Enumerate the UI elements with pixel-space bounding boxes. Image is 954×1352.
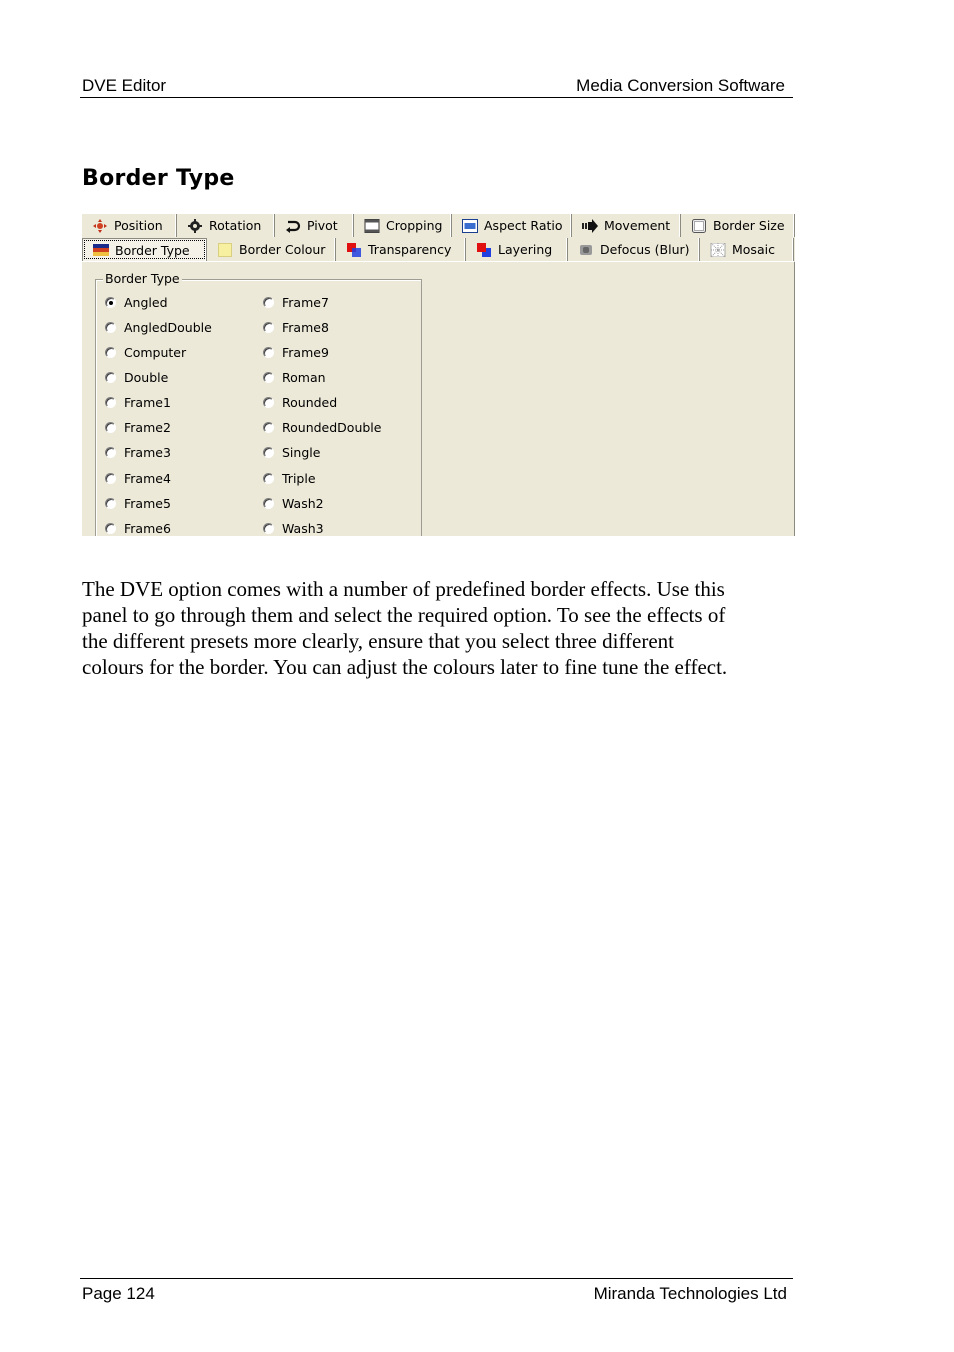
radio-rounded[interactable] <box>263 393 337 411</box>
tab-label: Movement <box>604 218 671 233</box>
radio-label: Roman <box>282 369 326 385</box>
tab-movement[interactable] <box>572 214 681 237</box>
radio-indicator <box>105 322 116 333</box>
radio-indicator <box>263 347 274 358</box>
border-type-icon <box>93 243 109 257</box>
tab-label: Pivot <box>307 218 338 233</box>
group-label: Border Type <box>105 271 180 286</box>
radio-label: Computer <box>124 344 187 360</box>
tab-row-1 <box>82 214 795 237</box>
page-number: Page 124 <box>82 1284 155 1303</box>
tab-label: Defocus (Blur) <box>600 242 690 257</box>
tab-border-size[interactable] <box>681 214 795 237</box>
header-right: Media Conversion Software <box>576 76 785 95</box>
border-type-group <box>95 271 422 536</box>
radio-single[interactable] <box>263 443 320 461</box>
radio-label: Triple <box>282 470 316 486</box>
radio-indicator <box>263 372 274 383</box>
tab-label: Border Type <box>115 242 190 258</box>
radio-indicator <box>263 422 274 433</box>
radio-frame5[interactable] <box>105 494 171 512</box>
body-paragraph <box>82 576 802 680</box>
radio-label: Frame2 <box>124 419 171 435</box>
position-icon <box>92 219 108 233</box>
radio-indicator <box>263 523 274 534</box>
radio-indicator <box>263 397 274 408</box>
radio-label: Single <box>282 444 321 460</box>
tab-cropping[interactable] <box>354 214 452 237</box>
tab-label: Cropping <box>386 218 443 233</box>
tab-aspect-ratio[interactable] <box>452 214 572 237</box>
tab-rotation[interactable] <box>177 214 275 237</box>
radio-label: Angled <box>124 294 168 310</box>
tab-position[interactable] <box>82 214 177 237</box>
body-line: panel to go through them and select the required option. To see the effects of <box>82 603 726 627</box>
radio-roundeddouble[interactable] <box>263 418 381 436</box>
radio-label: Frame5 <box>124 495 171 511</box>
tab-defocus[interactable] <box>568 238 700 261</box>
radio-label: Frame6 <box>124 520 171 536</box>
footer-company: Miranda Technologies Ltd <box>593 1284 787 1303</box>
tab-mosaic[interactable] <box>700 238 794 261</box>
radio-indicator <box>105 397 116 408</box>
body-line: the different presets more clearly, ensure that you select three different <box>82 629 675 653</box>
radio-frame9[interactable] <box>263 343 329 361</box>
gear-icon <box>187 219 203 233</box>
radio-indicator <box>105 422 116 433</box>
radio-indicator <box>263 447 274 458</box>
radio-label: Double <box>124 369 169 385</box>
tab-border-colour[interactable] <box>207 238 336 261</box>
radio-indicator <box>263 473 274 484</box>
radio-label: Frame8 <box>282 319 329 335</box>
radio-angleddouble[interactable] <box>105 318 212 336</box>
cropping-icon <box>364 219 380 233</box>
page-header <box>80 76 793 98</box>
defocus-icon <box>578 243 594 257</box>
radio-label: Frame7 <box>282 294 329 310</box>
tab-label: Rotation <box>209 218 262 233</box>
radio-indicator <box>105 372 116 383</box>
radio-indicator <box>105 498 116 509</box>
header-left: DVE Editor <box>82 76 167 95</box>
body-line: colours for the border. You can adjust the colours later to fine tune the effect. <box>82 655 728 679</box>
border-colour-icon <box>217 243 233 257</box>
radio-frame3[interactable] <box>105 443 171 461</box>
border-size-icon <box>691 219 707 233</box>
layering-icon <box>476 243 492 257</box>
radio-frame8[interactable] <box>263 318 329 336</box>
radio-label: Frame3 <box>124 444 171 460</box>
radio-label: Wash2 <box>282 495 324 511</box>
tab-label: Border Colour <box>239 242 326 257</box>
tab-label: Position <box>114 218 163 233</box>
radio-frame7[interactable] <box>263 293 329 311</box>
radio-double[interactable] <box>105 368 168 386</box>
radio-label: Frame4 <box>124 470 171 486</box>
movement-arrow-icon <box>582 219 598 233</box>
radio-indicator <box>105 297 116 308</box>
radio-indicator <box>105 473 116 484</box>
page-footer <box>80 1278 793 1303</box>
tab-layering[interactable] <box>466 238 568 261</box>
pivot-arrow-icon <box>285 219 301 233</box>
radio-wash3[interactable] <box>263 519 324 536</box>
tab-row-2 <box>82 238 794 261</box>
radio-frame6[interactable] <box>105 519 171 536</box>
radio-label: Frame1 <box>124 394 171 410</box>
body-line: The DVE option comes with a number of predefined border effects. Use this <box>82 577 725 601</box>
radio-triple[interactable] <box>263 469 316 487</box>
radio-indicator <box>263 498 274 509</box>
transparency-icon <box>346 243 362 257</box>
radio-label: Frame9 <box>282 344 329 360</box>
tab-label: Mosaic <box>732 242 775 257</box>
aspect-ratio-icon <box>462 219 478 233</box>
radio-frame2[interactable] <box>105 418 171 436</box>
tab-label: Border Size <box>713 218 785 233</box>
tab-label: Aspect Ratio <box>484 218 563 233</box>
radio-indicator <box>105 447 116 458</box>
tab-label: Layering <box>498 242 553 257</box>
radio-indicator <box>263 322 274 333</box>
radio-label: RoundedDouble <box>282 419 382 435</box>
tab-transparency[interactable] <box>336 238 466 261</box>
radio-frame4[interactable] <box>105 469 171 487</box>
section-title: Border Type <box>82 166 235 191</box>
radio-wash2[interactable] <box>263 494 324 512</box>
dve-dialog <box>82 214 795 536</box>
radio-label: AngledDouble <box>124 319 212 335</box>
radio-indicator <box>105 347 116 358</box>
tab-pivot[interactable] <box>275 214 354 237</box>
tab-label: Transparency <box>368 242 452 257</box>
mosaic-icon <box>710 243 726 257</box>
radio-label: Rounded <box>282 394 338 410</box>
radio-frame1[interactable] <box>105 393 171 411</box>
tab-border-type[interactable] <box>82 238 207 261</box>
radio-angled[interactable] <box>105 293 168 311</box>
radio-computer[interactable] <box>105 343 186 361</box>
radio-roman[interactable] <box>263 368 326 386</box>
radio-indicator <box>105 523 116 534</box>
radio-label: Wash3 <box>282 520 324 536</box>
radio-indicator <box>263 297 274 308</box>
tab-pane <box>82 261 795 536</box>
